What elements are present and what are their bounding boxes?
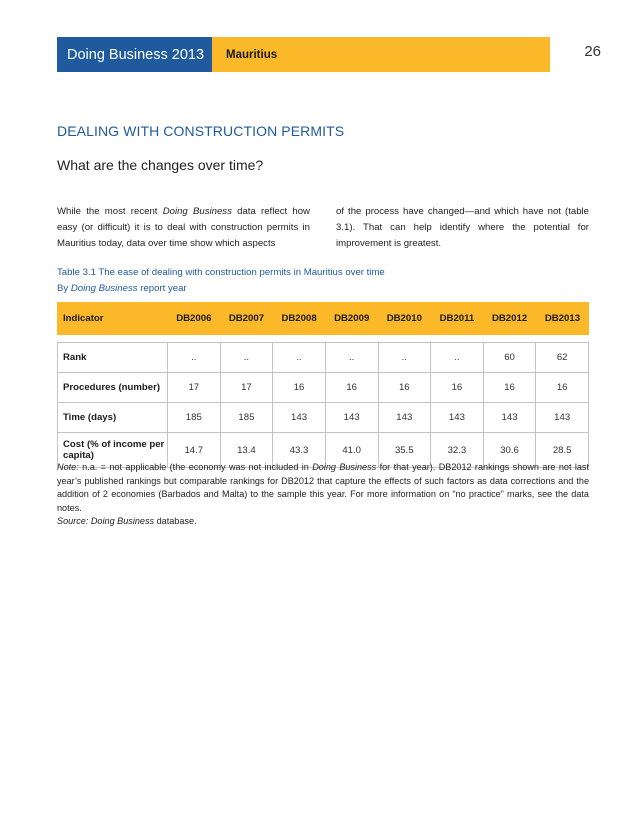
page-number: 26 xyxy=(584,43,601,60)
row-label: Cost (% of income per capita) xyxy=(58,433,168,468)
table-cell: 143 xyxy=(325,403,378,433)
column-header: DB2010 xyxy=(378,302,431,335)
table-notes xyxy=(57,461,589,529)
table-cell: .. xyxy=(168,343,221,373)
note-text: n.a. = not applicable (the economy was not included in xyxy=(78,462,313,472)
column-header: Indicator xyxy=(58,302,168,335)
table-row xyxy=(58,403,589,433)
source-line xyxy=(57,515,589,529)
row-label: Time (days) xyxy=(58,403,168,433)
intro-text-part: data reflect how easy (or difficult) it is to deal with construction permits in Mauritius today, data over time show which aspects xyxy=(57,206,310,249)
source-text: database. xyxy=(154,516,197,526)
table-cell: 17 xyxy=(220,373,273,403)
column-header: DB2009 xyxy=(325,302,378,335)
note-line xyxy=(57,461,589,515)
table-cell: .. xyxy=(273,343,326,373)
table-row xyxy=(58,343,589,373)
page-header xyxy=(57,37,550,72)
note-label: Note: xyxy=(57,462,79,472)
table-cell: 16 xyxy=(536,373,589,403)
intro-column-2: of the process have changed—and which have not (table 3.1). That can help identify where the potential for improvement is greatest. xyxy=(336,206,589,249)
caption-part: By xyxy=(57,283,71,294)
row-label: Procedures (number) xyxy=(58,373,168,403)
table-cell: 13.4 xyxy=(220,433,273,468)
table-row xyxy=(58,373,589,403)
row-label: Rank xyxy=(58,343,168,373)
column-header: DB2007 xyxy=(220,302,273,335)
note-text: for that year). DB2012 rankings shown are not last year’s published rankings but comparable rankings for DB2012 that capture the effects of such factors as data corrections and the addition of 2 economies (Barbados and Malta) to the sample this year. For more information on “no practice” marks, see the data notes. xyxy=(57,462,589,513)
report-title: Doing Business 2013 xyxy=(57,37,212,72)
table-cell: 16 xyxy=(431,373,484,403)
column-header: DB2008 xyxy=(273,302,326,335)
table-cell: .. xyxy=(220,343,273,373)
table-cell: .. xyxy=(378,343,431,373)
table-header-row xyxy=(58,302,589,335)
intro-text-part: While the most recent xyxy=(57,206,163,217)
table-cell: 16 xyxy=(273,373,326,403)
table-cell: 30.6 xyxy=(483,433,536,468)
table-cell: 143 xyxy=(431,403,484,433)
country-name: Mauritius xyxy=(212,37,550,72)
table-cell: 16 xyxy=(378,373,431,403)
table-cell: .. xyxy=(325,343,378,373)
table-cell: 14.7 xyxy=(168,433,221,468)
table-cell: 185 xyxy=(220,403,273,433)
table-cell: 62 xyxy=(536,343,589,373)
column-header: DB2011 xyxy=(431,302,484,335)
column-header: DB2012 xyxy=(483,302,536,335)
table-cell: 185 xyxy=(168,403,221,433)
table-cell: .. xyxy=(431,343,484,373)
table-cell: 16 xyxy=(483,373,536,403)
section-subtitle: What are the changes over time? xyxy=(57,157,264,173)
table-cell: 17 xyxy=(168,373,221,403)
column-header: DB2013 xyxy=(536,302,589,335)
table-cell: 35.5 xyxy=(378,433,431,468)
table-cell: 143 xyxy=(536,403,589,433)
caption-part: report year xyxy=(137,283,187,294)
table-cell: 28.5 xyxy=(536,433,589,468)
table-cell: 60 xyxy=(483,343,536,373)
table-cell: 143 xyxy=(483,403,536,433)
permits-table xyxy=(57,302,589,468)
section-title: DEALING WITH CONSTRUCTION PERMITS xyxy=(57,123,345,139)
intro-italic: Doing Business xyxy=(162,206,232,217)
source-label: Source: Doing Business xyxy=(57,516,155,526)
table-caption-subline xyxy=(57,283,187,294)
column-header: DB2006 xyxy=(168,302,221,335)
table-cell: 143 xyxy=(378,403,431,433)
table-spacer xyxy=(58,335,589,343)
table-cell: 43.3 xyxy=(273,433,326,468)
table-cell: 41.0 xyxy=(325,433,378,468)
table-cell: 143 xyxy=(273,403,326,433)
intro-column-1 xyxy=(57,204,310,252)
table-cell: 16 xyxy=(325,373,378,403)
caption-italic: Doing Business xyxy=(70,283,138,294)
table-caption: Table 3.1 The ease of dealing with construction permits in Mauritius over time xyxy=(57,267,385,278)
note-italic: Doing Business xyxy=(312,462,377,472)
intro-text xyxy=(57,204,589,252)
table-cell: 32.3 xyxy=(431,433,484,468)
